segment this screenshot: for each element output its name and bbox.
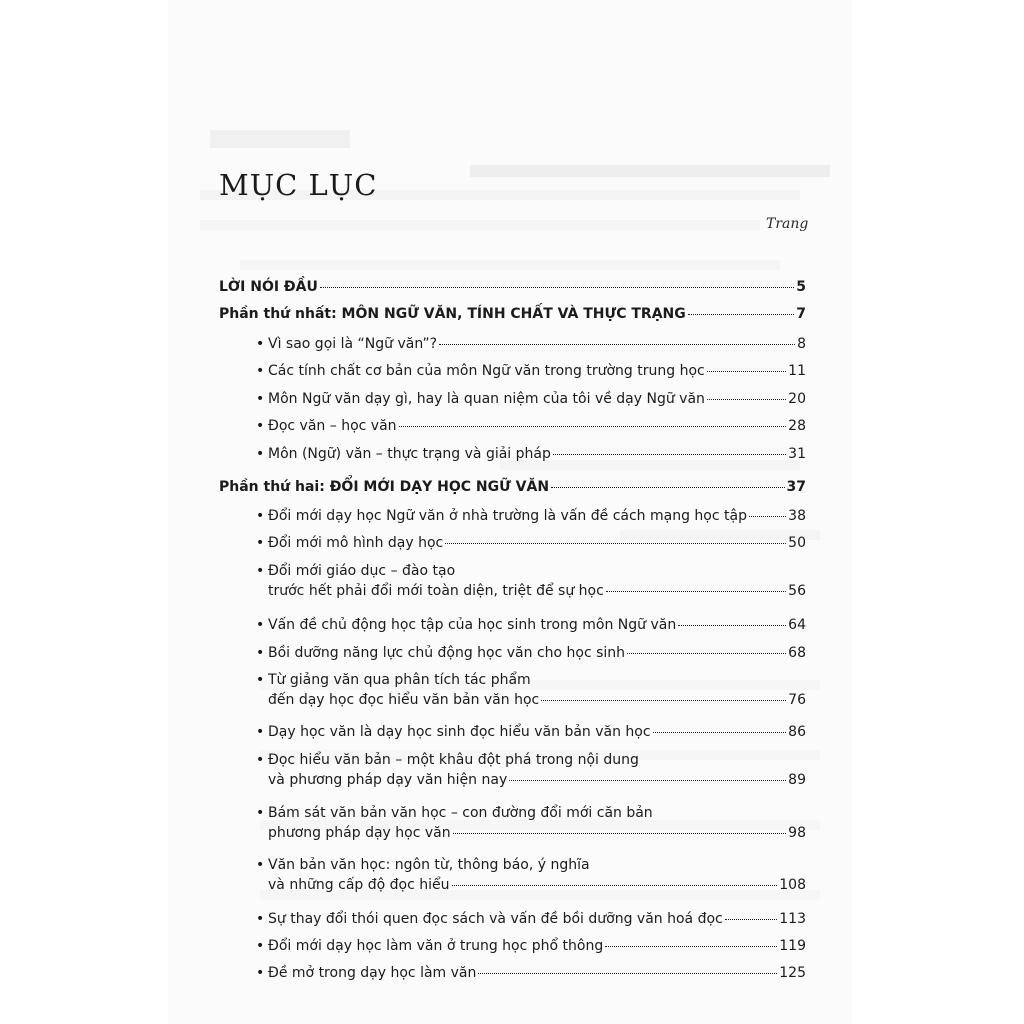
dot-leader bbox=[627, 653, 786, 654]
dot-leader bbox=[707, 399, 786, 400]
entry-title: và những cấp độ đọc hiểu bbox=[268, 877, 450, 893]
dot-leader bbox=[320, 287, 794, 288]
entry-title: Sự thay đổi thói quen đọc sách và vấn đề bồi dưỡng văn hoá đọc bbox=[268, 911, 723, 927]
toc-entry[interactable] bbox=[256, 363, 806, 379]
entry-title: Đọc hiểu văn bản – một khâu đột phá trong nội dung bbox=[268, 752, 639, 768]
entry-title-line[interactable] bbox=[256, 672, 531, 688]
toc-entry[interactable] bbox=[256, 965, 806, 981]
toc-entry[interactable] bbox=[256, 645, 806, 661]
dot-leader bbox=[509, 780, 786, 781]
entry-title: Môn (Ngữ) văn – thực trạng và giải pháp bbox=[268, 446, 551, 462]
page-number: 37 bbox=[786, 479, 806, 495]
bullet-icon: • bbox=[256, 938, 265, 954]
toc-entry[interactable] bbox=[256, 938, 806, 954]
entry-title: LỜI NÓI ĐẦU bbox=[219, 279, 318, 295]
dot-leader bbox=[707, 371, 786, 372]
page-number: 76 bbox=[788, 692, 806, 708]
page-number: 7 bbox=[796, 306, 806, 322]
entry-title: Phần thứ nhất: MÔN NGỮ VĂN, TÍNH CHẤT VÀ THỰC TRẠNG bbox=[219, 306, 686, 322]
bullet-icon: • bbox=[256, 391, 265, 407]
page-number: 98 bbox=[788, 825, 806, 841]
entry-title: Các tính chất cơ bản của môn Ngữ văn trong trường trung học bbox=[268, 363, 705, 379]
page-number: 50 bbox=[788, 535, 806, 551]
toc-entry[interactable] bbox=[268, 772, 806, 788]
bullet-icon: • bbox=[256, 965, 265, 981]
entry-title-line[interactable] bbox=[256, 805, 653, 821]
bullet-icon: • bbox=[256, 363, 265, 379]
bullet-icon: • bbox=[256, 446, 265, 462]
dot-leader bbox=[678, 625, 786, 626]
bullet-icon: • bbox=[256, 563, 265, 579]
entry-title: Môn Ngữ văn dạy gì, hay là quan niệm của tôi về dạy Ngữ văn bbox=[268, 391, 705, 407]
entry-title-line[interactable] bbox=[256, 563, 455, 579]
page-number: 68 bbox=[788, 645, 806, 661]
bullet-icon: • bbox=[256, 805, 265, 821]
entry-title: phương pháp dạy học văn bbox=[268, 825, 451, 841]
toc-entry[interactable] bbox=[268, 877, 806, 893]
entry-title: Văn bản văn học: ngôn từ, thông báo, ý nghĩa bbox=[268, 857, 590, 873]
bullet-icon: • bbox=[256, 724, 265, 740]
bullet-icon: • bbox=[256, 672, 265, 688]
bullet-icon: • bbox=[256, 418, 265, 434]
dot-leader bbox=[605, 946, 777, 947]
entry-title: Dạy học văn là dạy học sinh đọc hiểu văn bản văn học bbox=[268, 724, 651, 740]
entry-title: Đổi mới giáo dục – đào tạo bbox=[268, 563, 456, 579]
entry-title-line[interactable] bbox=[256, 857, 590, 873]
entry-title: Đổi mới dạy học làm văn ở trung học phổ thông bbox=[268, 938, 604, 954]
dot-leader bbox=[439, 344, 795, 345]
dot-leader bbox=[452, 885, 778, 886]
entry-title: Đổi mới mô hình dạy học bbox=[268, 535, 444, 551]
toc-entry[interactable] bbox=[268, 692, 806, 708]
page-number: 125 bbox=[779, 965, 806, 981]
page-number: 113 bbox=[779, 911, 806, 927]
entry-title: Từ giảng văn qua phân tích tác phẩm bbox=[268, 672, 531, 688]
dot-leader bbox=[606, 591, 786, 592]
entry-title: Vì sao gọi là “Ngữ văn”? bbox=[268, 336, 438, 352]
page-number: 119 bbox=[779, 938, 806, 954]
dot-leader bbox=[445, 543, 786, 544]
entry-title: Đổi mới dạy học Ngữ văn ở nhà trường là vấn đề cách mạng học tập bbox=[268, 508, 747, 524]
entry-title: Bồi dưỡng năng lực chủ động học văn cho học sinh bbox=[268, 645, 626, 661]
bullet-icon: • bbox=[256, 336, 265, 352]
dot-leader bbox=[725, 919, 778, 920]
entry-title: Đọc văn – học văn bbox=[268, 418, 397, 434]
bullet-icon: • bbox=[256, 752, 265, 768]
toc-entry[interactable] bbox=[256, 446, 806, 462]
page-number: 108 bbox=[779, 877, 806, 893]
toc-entry[interactable] bbox=[268, 583, 806, 599]
bullet-icon: • bbox=[256, 535, 265, 551]
toc-entry[interactable] bbox=[256, 617, 806, 633]
page-number: 11 bbox=[788, 363, 806, 379]
toc-entry[interactable] bbox=[268, 825, 806, 841]
entry-title-line[interactable] bbox=[256, 752, 639, 768]
toc-entry[interactable] bbox=[256, 336, 806, 352]
toc-title: MỤC LỤC bbox=[219, 168, 378, 202]
page-number: 89 bbox=[788, 772, 806, 788]
bullet-icon: • bbox=[256, 911, 265, 927]
entry-title: trước hết phải đổi mới toàn diện, triệt để sự học bbox=[268, 583, 604, 599]
entry-title: và phương pháp dạy văn hiện nay bbox=[268, 772, 508, 788]
toc-part-2[interactable] bbox=[219, 306, 806, 322]
bullet-icon: • bbox=[256, 645, 265, 661]
dot-leader bbox=[553, 454, 786, 455]
dot-leader bbox=[399, 426, 787, 427]
page-number: 64 bbox=[788, 617, 806, 633]
toc-part-1[interactable] bbox=[219, 279, 806, 295]
entry-title: Đề mở trong dạy học làm văn bbox=[268, 965, 477, 981]
toc-entry[interactable] bbox=[256, 391, 806, 407]
entry-title: đến dạy học đọc hiểu văn bản văn học bbox=[268, 692, 540, 708]
dot-leader bbox=[551, 487, 784, 488]
bullet-icon: • bbox=[256, 857, 265, 873]
dot-leader bbox=[688, 314, 795, 315]
entry-title: Phần thứ hai: ĐỔI MỚI DẠY HỌC NGỮ VĂN bbox=[219, 479, 550, 495]
dot-leader bbox=[541, 700, 786, 701]
page-number: 5 bbox=[796, 279, 806, 295]
toc-entry[interactable] bbox=[256, 724, 806, 740]
page-number: 28 bbox=[788, 418, 806, 434]
page-number: 31 bbox=[788, 446, 806, 462]
page-number: 86 bbox=[788, 724, 806, 740]
toc-entry[interactable] bbox=[256, 535, 806, 551]
dot-leader bbox=[478, 973, 777, 974]
entry-title: Bám sát văn bản văn học – con đường đổi mới căn bản bbox=[268, 805, 653, 821]
page-number: 20 bbox=[788, 391, 806, 407]
bullet-icon: • bbox=[256, 617, 265, 633]
page-column-header: Trang bbox=[766, 216, 809, 232]
toc-entry[interactable] bbox=[256, 508, 806, 524]
page-number: 38 bbox=[788, 508, 806, 524]
dot-leader bbox=[453, 833, 787, 834]
toc-part-3[interactable] bbox=[219, 479, 806, 495]
dot-leader bbox=[749, 516, 786, 517]
dot-leader bbox=[653, 732, 787, 733]
toc-entry[interactable] bbox=[256, 911, 806, 927]
entry-title: Vấn đề chủ động học tập của học sinh trong môn Ngữ văn bbox=[268, 617, 677, 633]
page-number: 8 bbox=[797, 336, 806, 352]
page-number: 56 bbox=[788, 583, 806, 599]
bullet-icon: • bbox=[256, 508, 265, 524]
toc-entry[interactable] bbox=[256, 418, 806, 434]
